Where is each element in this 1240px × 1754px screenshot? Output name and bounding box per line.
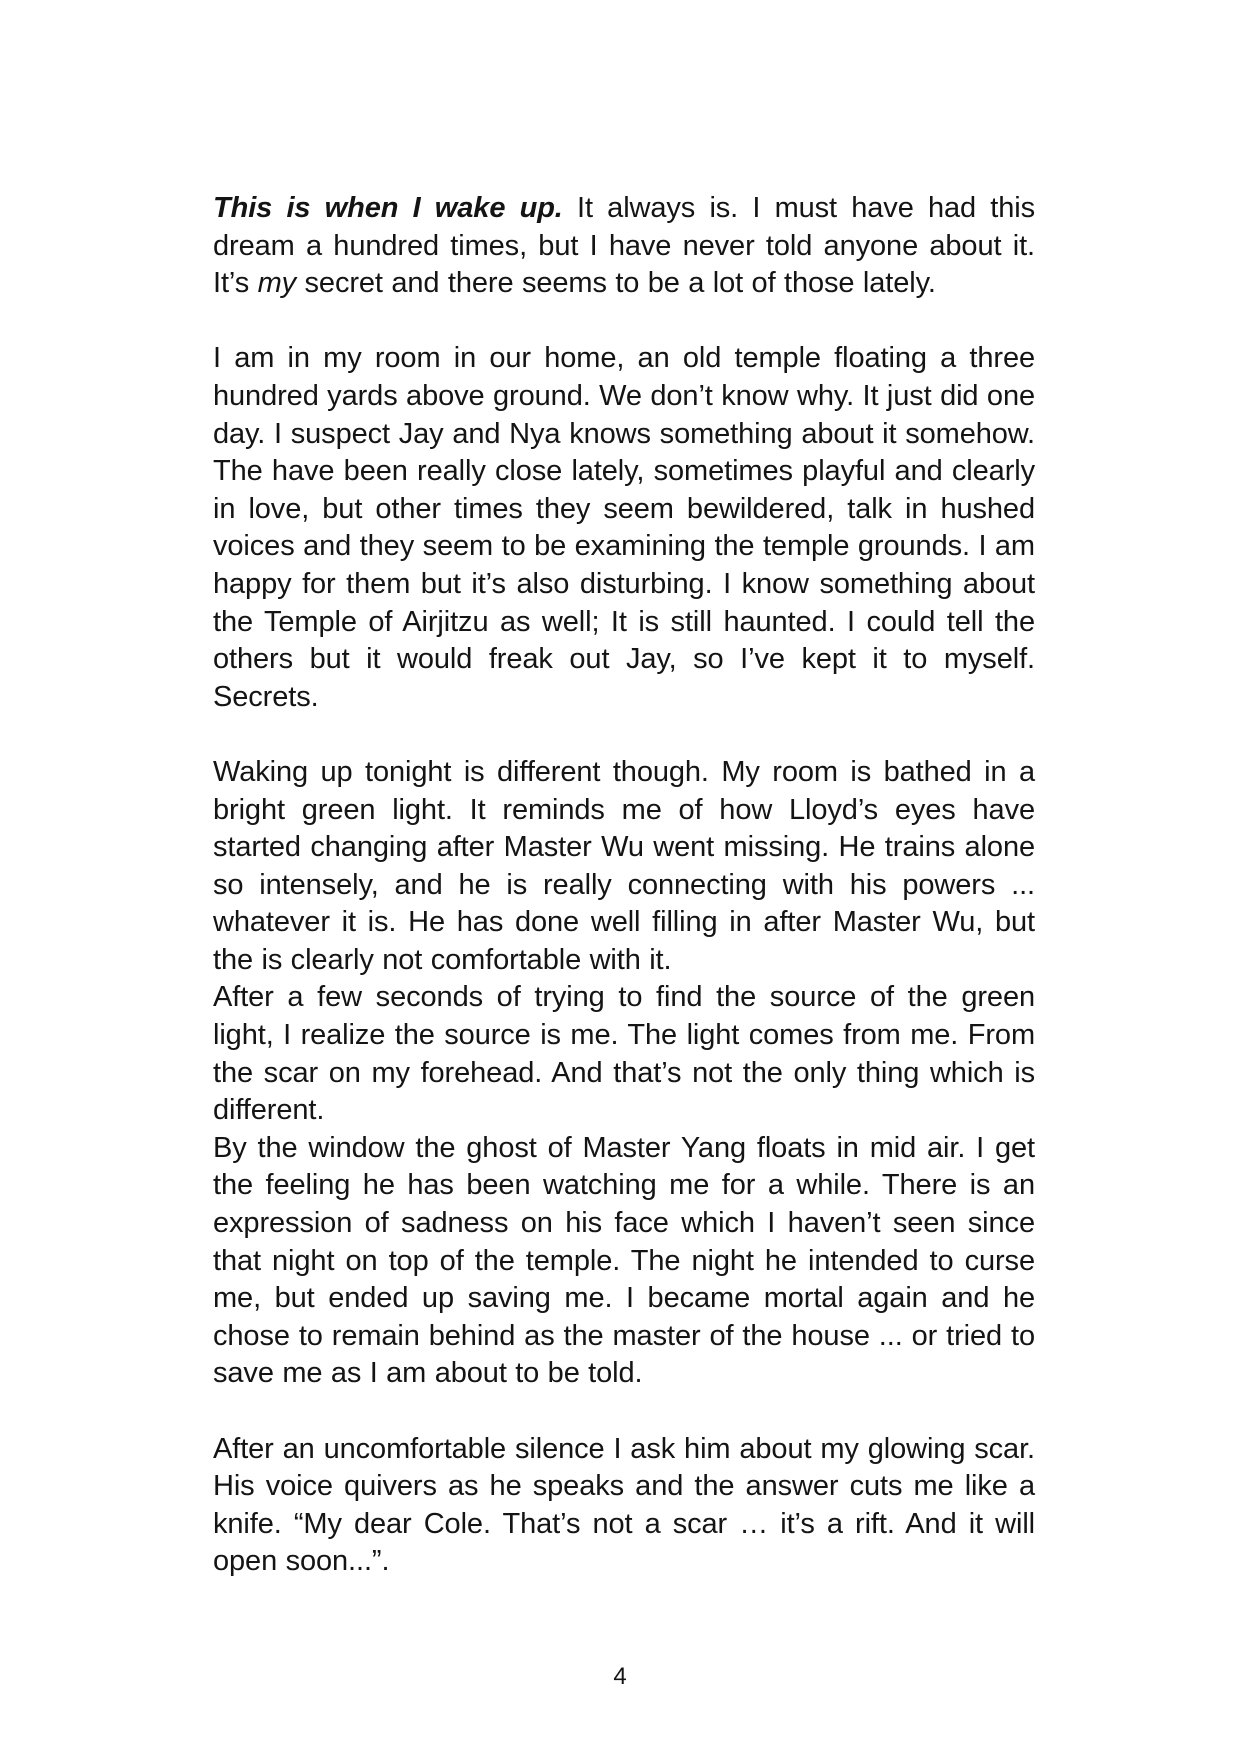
paragraph-1-lead: This is when I wake up. — [213, 192, 563, 224]
paragraph-1-emphasis: my — [257, 267, 297, 300]
paragraph-1 — [213, 190, 1035, 303]
paragraph-4: After a few seconds of trying to find the source of the green light, I realize the source is me. The light comes from me. From the scar on my forehead. And that’s not the only thing which is different. — [213, 981, 1035, 1127]
body-text — [213, 190, 1035, 1581]
paragraph-2: I am in my room in our home, an old temple floating a three hundred yards above ground. We don’t know why. It just did one day. I suspect Jay and Nya knows something about it somehow. The have been really close lately, sometimes playful and clearly in love, but other times they seem bewildered, talk in hushed voices and they seem to be examining the temple grounds. I am happy for them but it’s also disturbing. I know something about the Temple of Airjitzu as well; It is still haunted. I could tell the others but it would freak out Jay, so I’ve kept it to myself. Secrets. — [213, 342, 1036, 713]
paragraph-6: After an uncomfortable silence I ask him about my glowing scar. His voice quivers as he speaks and the answer cuts me like a knife. “My dear Cole. That’s not a scar … it’s a rift. And it will open soon...”. — [213, 1432, 1035, 1578]
paragraph-3: Waking up tonight is different though. My room is bathed in a bright green light. It reminds me of how Lloyd’s eyes have started changing after Master Wu went missing. He trains alone so intensely, and he is really connecting with his powers ... whatever it is. He has done well filling in after Master Wu, but the is clearly not comfortable with it. — [213, 755, 1035, 976]
paragraph-1-text-a: It always is. I must have had this dream a hundred times, but I have never told anyone about it. It’s — [213, 192, 1036, 300]
paragraph-5: By the window the ghost of Master Yang floats in mid air. I get the feeling he has been watching me for a while. There is an expression of sadness on his face which I haven’t seen since that night on top of the temple. The night he intended to curse me, but ended up saving me. I became mortal again and he chose to remain behind as the master of the house ... or tried to save me as I am about to be told. — [213, 1131, 1035, 1390]
paragraph-1-text-b: secret and there seems to be a lot of those lately. — [296, 267, 936, 300]
page-number: 4 — [613, 1663, 627, 1690]
